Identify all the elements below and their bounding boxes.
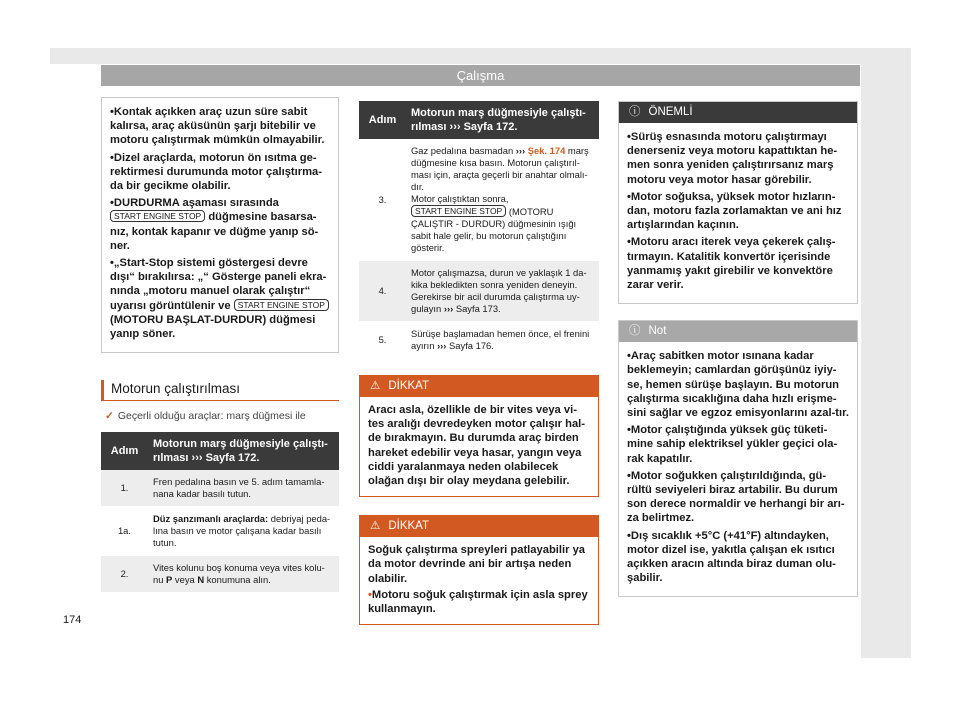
applies-to: ✓ Geçerli olduğu araçlar: marş düğmesi ile xyxy=(105,410,306,423)
steps-table-1 xyxy=(101,432,339,593)
column-left xyxy=(101,97,339,593)
page-header: Çalışma xyxy=(101,65,860,86)
note-box: ⓘ Not • Araç sabitken motor ısınana kadar beklemeyin; camlardan görüşünüz iyiy-se, hemen sürüşe başlayın. Bu motorun çalıştırma sıcaklığına daha hızlı erişme-sini sağlar ve egzoz emisyonlarını azal-tır. • Motor çalıştığında yüksek güç tüketi-mine sahip elektriksel yükler geçici ola-rak kapatılır. • Motor soğukken çalıştırıldığında, gü-rültü seviyeleri biraz artabilir. Bu durum son derece normaldir ve herhangi bir arı-za belirtmez. • Dış sıcaklık +5°C (+41°F) altındayken, motor dizel ise, yakıtla çalışan ek ısıtıcı açıkken aracın altında biraz duman olu-şabilir. xyxy=(618,320,858,597)
intro-item: • DURDURMA aşaması sırasında START ENGINE STOP düğmesine basarsa-nız, kontak kapanır ve düğme yanıp sö-ner. xyxy=(110,196,330,253)
intro-item: • „Start-Stop sistemi göstergesi devre dışı“ bırakılırsa: „“ Gösterge paneli ekra-nında „motoru manuel olarak çalıştır“ uyarısı görüntülenir ve START ENGINE STOP (MOTORU BAŞLAT-DURDUR) düğmesi yanıp söner. xyxy=(110,256,330,341)
figure-reference-link[interactable]: Şek. 174 xyxy=(527,145,566,156)
checkmark-icon: ✓ xyxy=(105,410,114,423)
warning-triangle-icon: ⚠ xyxy=(370,520,381,533)
column-header-description: Motorun marş düğmesiyle çalıştı-rılması ››› Sayfa 172. xyxy=(406,101,599,139)
column-header-step: Adım xyxy=(359,101,406,139)
table-row: 3. Gaz pedalına basmadan ››› Şek. 174 marş düğmesine kısa basın. Motorun çalıştırıl-ması için, araçta geçerli bir anahtar olmalı-dır. Motor çalıştıktan sonra, START ENGINE STOP (MOTORU ÇALIŞTIR - DURDUR) düğmesinin ışığı sabit hale gelir, bu motorun çalıştığını gösterir. xyxy=(359,139,599,261)
column-middle xyxy=(359,101,599,625)
page-reference-link[interactable]: Sayfa 176. xyxy=(449,340,494,351)
steps-table-2 xyxy=(359,101,599,359)
table-row: 5. Sürüşe başlamadan hemen önce, el frenini ayırın ››› Sayfa 176. xyxy=(359,322,599,359)
warning-triangle-icon: ⚠ xyxy=(370,380,381,392)
column-header-step: Adım xyxy=(101,432,148,470)
section-title: Motorun çalıştırılması xyxy=(101,380,339,401)
column-right xyxy=(618,101,858,597)
start-engine-stop-key: START ENGINE STOP xyxy=(411,205,506,217)
warning-box: ⚠ DİKKAT Soğuk çalıştırma spreyleri patlayabilir ya da motor devrinde ani bir artışa neden olabilir. • Motoru soğuk çalıştırmak için asla sprey kullanmayın. xyxy=(359,515,599,625)
intro-item: • Kontak açıkken araç uzun süre sabit kalırsa, araç aküsünün şarjı bitebilir ve motoru çalıştırmak mümkün olmayabilir. xyxy=(110,105,330,148)
table-row: 2. Vites kolunu boş konuma veya vites kolu-nu P veya N konumuna alın. xyxy=(101,556,339,593)
start-engine-stop-key: START ENGINE STOP xyxy=(234,299,329,311)
start-engine-stop-key: START ENGINE STOP xyxy=(110,210,205,222)
table-row: 1a. Düz şanzımanlı araçlarda: debriyaj peda-lına basın ve motor çalışana kadar basılı tutun. xyxy=(101,507,339,556)
info-icon: ⓘ xyxy=(629,325,641,338)
intro-item: • Dizel araçlarda, motorun ön ısıtma ge-rektirmesi durumunda motor çalıştırma-da bir gecikme olabilir. xyxy=(110,151,330,194)
intro-info-box xyxy=(101,97,339,353)
page-reference-link[interactable]: Sayfa 173. xyxy=(455,303,501,314)
column-header-description: Motorun marş düğmesiyle çalıştı-rılması ››› Sayfa 172. xyxy=(148,432,339,470)
important-box: ⓘ ÖNEMLİ • Sürüş esnasında motoru çalıştırmayı denerseniz veya motoru kapattıktan he-men sonra yeniden çalıştırırsanız marş motoru veya motor hasar görebilir. • Motor soğuksa, yüksek motor hızların-dan, motoru fazla zorlamaktan ve ani hız artışlarından kaçının. • Motoru aracı iterek veya çekerek çalış-tırmayın. Katalitik konvertör içerisinde yanmamış yakıt girebilir ve konvektöre zarar verir. xyxy=(618,101,858,304)
table-row: 1. Fren pedalına basın ve 5. adım tamamla-nana kadar basılı tutun. xyxy=(101,470,339,507)
exclamation-circle-icon: ⓘ xyxy=(629,106,641,118)
table-row: 4. Motor çalışmazsa, durun ve yaklaşık 1 da-kika bekledikten sonra yeniden deneyin. Gerekirse bir acil durumda çalıştırma uy-gulayın ››› Sayfa 173. xyxy=(359,261,599,322)
page-number: 174 xyxy=(63,614,82,626)
warning-box: ⚠ DİKKAT Aracı asla, özellikle de bir vites veya vi-tes aralığı devredeyken motor çalışır hal-de bırakmayın. Bu durumda araç birden hareket edebilir veya hasar, yangın veya ciddi yaralanmaya neden olabilecek olağan dışı bir olay meydana gelebilir. xyxy=(359,375,599,497)
